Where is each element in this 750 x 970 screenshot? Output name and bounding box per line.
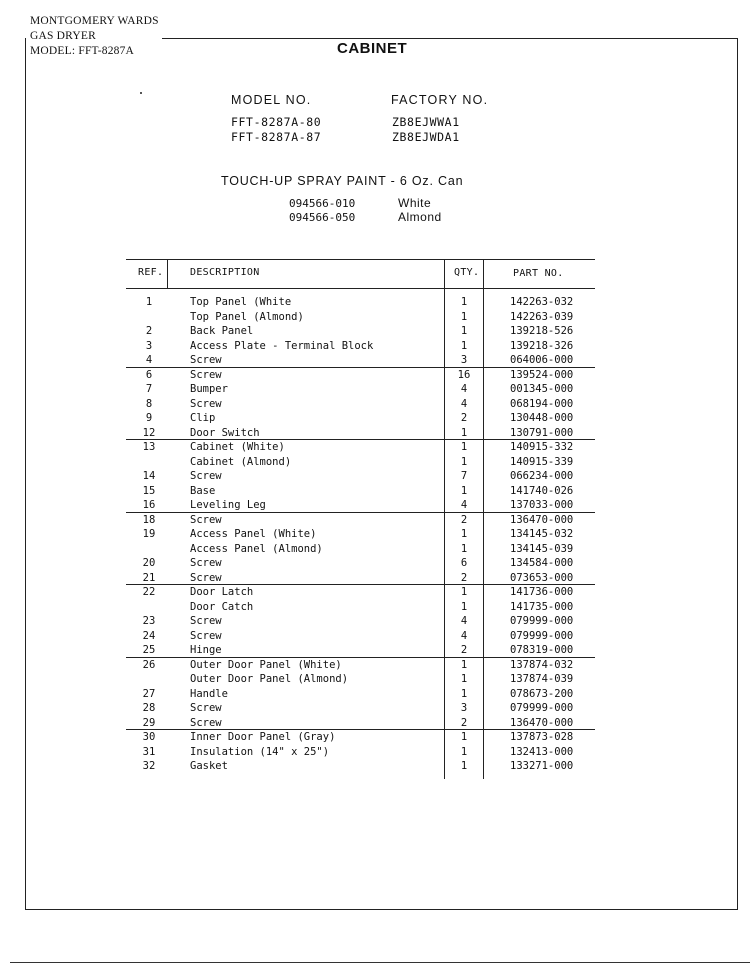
description-cell: Cabinet (White) bbox=[190, 441, 285, 453]
description-cell: Screw bbox=[190, 702, 222, 714]
ref-cell: 27 bbox=[142, 687, 156, 700]
header-line-product: GAS DRYER bbox=[30, 30, 97, 42]
description-cell: Base bbox=[190, 484, 216, 497]
qty-cell: 3 bbox=[460, 702, 468, 714]
ref-cell: 14 bbox=[142, 470, 156, 482]
description-cell: Screw bbox=[190, 470, 222, 482]
description-cell: Screw bbox=[190, 629, 222, 642]
scan-speck bbox=[140, 92, 142, 94]
group-separator bbox=[126, 729, 595, 730]
ref-cell: 32 bbox=[142, 760, 156, 772]
ref-cell: 12 bbox=[142, 426, 156, 439]
part-no-cell: 137873-028 bbox=[510, 731, 574, 743]
group-separator bbox=[126, 512, 595, 513]
part-no-cell: 137033-000 bbox=[510, 499, 574, 511]
description-cell: Door Catch bbox=[190, 600, 254, 613]
table-top-rule bbox=[126, 259, 595, 260]
qty-cell: 1 bbox=[460, 673, 468, 685]
qty-cell: 1 bbox=[460, 658, 468, 671]
part-no-cell: 130448-000 bbox=[510, 412, 574, 424]
qty-cell: 1 bbox=[460, 441, 468, 453]
description-cell: Insulation (14" x 25") bbox=[190, 745, 330, 758]
description-cell: Door Switch bbox=[190, 426, 260, 439]
qty-cell: 1 bbox=[460, 426, 468, 439]
part-no-cell: 139524-000 bbox=[510, 368, 574, 381]
description-cell: Access Panel (White) bbox=[190, 528, 317, 540]
ref-cell: 15 bbox=[142, 484, 156, 497]
part-no-cell: 078319-000 bbox=[510, 644, 574, 656]
part-no-cell: 141735-000 bbox=[510, 600, 574, 613]
qty-cell: 4 bbox=[460, 629, 468, 642]
qty-cell: 6 bbox=[460, 557, 468, 569]
part-no-cell: 079999-000 bbox=[510, 702, 574, 714]
description-cell: Top Panel (Almond) bbox=[190, 310, 304, 323]
paint-code: 094566-050 bbox=[289, 211, 356, 224]
part-no-cell: 140915-339 bbox=[510, 455, 574, 468]
part-no-cell: 141736-000 bbox=[510, 586, 574, 598]
description-cell: Bumper bbox=[190, 383, 228, 395]
description-cell: Screw bbox=[190, 368, 222, 381]
bottom-rule bbox=[10, 962, 750, 963]
part-no-cell: 134584-000 bbox=[510, 557, 574, 569]
part-no-cell: 130791-000 bbox=[510, 426, 574, 439]
description-header: DESCRIPTION bbox=[190, 267, 260, 278]
group-separator bbox=[126, 367, 595, 368]
ref-cell: 4 bbox=[145, 354, 153, 366]
part-no-cell: 136470-000 bbox=[510, 716, 574, 729]
qty-cell: 1 bbox=[460, 600, 468, 613]
qty-cell: 1 bbox=[460, 542, 468, 555]
ref-cell: 30 bbox=[142, 731, 156, 743]
description-cell: Top Panel (White bbox=[190, 296, 292, 308]
ref-cell: 3 bbox=[145, 339, 153, 352]
part-no-cell: 137874-039 bbox=[510, 673, 574, 685]
part-no-cell: 142263-039 bbox=[510, 310, 574, 323]
ref-cell: 29 bbox=[142, 716, 156, 729]
qty-cell: 4 bbox=[460, 615, 468, 627]
qty-header: QTY. bbox=[454, 267, 480, 278]
factory-number: ZB8EJWDA1 bbox=[392, 130, 460, 144]
description-cell: Screw bbox=[190, 716, 222, 729]
part-no-cell: 137874-032 bbox=[510, 658, 574, 671]
description-cell: Screw bbox=[190, 397, 222, 410]
description-cell: Outer Door Panel (White) bbox=[190, 658, 342, 671]
description-cell: Cabinet (Almond) bbox=[190, 455, 292, 468]
qty-cell: 2 bbox=[460, 716, 468, 729]
part-no-cell: 001345-000 bbox=[510, 383, 574, 395]
factory-number: ZB8EJWWA1 bbox=[392, 115, 460, 129]
description-cell: Screw bbox=[190, 354, 222, 366]
ref-cell: 24 bbox=[142, 629, 156, 642]
description-cell: Screw bbox=[190, 513, 222, 526]
ref-cell: 31 bbox=[142, 745, 156, 758]
description-cell: Access Plate - Terminal Block bbox=[190, 339, 374, 352]
ref-column-divider bbox=[167, 259, 168, 289]
description-column-divider bbox=[444, 259, 445, 779]
ref-cell: 7 bbox=[145, 383, 153, 395]
description-cell: Screw bbox=[190, 571, 222, 584]
qty-cell: 4 bbox=[460, 383, 468, 395]
description-cell: Screw bbox=[190, 615, 222, 627]
part-no-cell: 141740-026 bbox=[510, 484, 574, 497]
qty-cell: 2 bbox=[460, 644, 468, 656]
model-no-heading: MODEL NO. bbox=[231, 93, 312, 107]
factory-no-heading: FACTORY NO. bbox=[391, 93, 489, 107]
qty-cell: 1 bbox=[460, 455, 468, 468]
ref-cell: 22 bbox=[142, 586, 156, 598]
description-cell: Leveling Leg bbox=[190, 499, 266, 511]
part-no-cell: 079999-000 bbox=[510, 629, 574, 642]
ref-cell: 19 bbox=[142, 528, 156, 540]
paint-title: TOUCH-UP SPRAY PAINT - 6 Oz. Can bbox=[221, 174, 464, 188]
qty-cell: 4 bbox=[460, 397, 468, 410]
part-no-cell: 133271-000 bbox=[510, 760, 574, 772]
part-no-cell: 079999-000 bbox=[510, 615, 574, 627]
qty-cell: 1 bbox=[460, 528, 468, 540]
ref-cell: 25 bbox=[142, 644, 156, 656]
part-no-cell: 139218-326 bbox=[510, 339, 574, 352]
part-no-cell: 064006-000 bbox=[510, 354, 574, 366]
ref-cell: 1 bbox=[145, 296, 153, 308]
header-line-model: MODEL: FFT-8287A bbox=[30, 45, 135, 57]
ref-cell: 8 bbox=[145, 397, 153, 410]
qty-cell: 16 bbox=[457, 368, 471, 381]
header-line-brand: MONTGOMERY WARDS bbox=[30, 15, 159, 27]
part-no-header: PART NO. bbox=[513, 268, 564, 279]
ref-cell: 6 bbox=[145, 368, 153, 381]
paint-color: Almond bbox=[398, 210, 442, 224]
ref-cell: 9 bbox=[145, 412, 153, 424]
part-no-cell: 142263-032 bbox=[510, 296, 574, 308]
part-no-cell: 140915-332 bbox=[510, 441, 574, 453]
model-number: FFT-8287A-87 bbox=[231, 130, 322, 144]
paint-color: White bbox=[398, 196, 432, 210]
qty-cell: 4 bbox=[460, 499, 468, 511]
description-cell: Back Panel bbox=[190, 325, 254, 337]
ref-cell: 2 bbox=[145, 325, 153, 337]
qty-cell: 1 bbox=[460, 731, 468, 743]
qty-cell: 1 bbox=[460, 339, 468, 352]
ref-cell: 16 bbox=[142, 499, 156, 511]
description-cell: Access Panel (Almond) bbox=[190, 542, 323, 555]
qty-cell: 1 bbox=[460, 296, 468, 308]
group-separator bbox=[126, 657, 595, 658]
header-bottom-rule bbox=[126, 288, 595, 289]
part-no-cell: 134145-039 bbox=[510, 542, 574, 555]
part-no-cell: 066234-000 bbox=[510, 470, 574, 482]
qty-cell: 1 bbox=[460, 325, 468, 337]
ref-cell: 20 bbox=[142, 557, 156, 569]
part-no-cell: 134145-032 bbox=[510, 528, 574, 540]
qty-cell: 1 bbox=[460, 310, 468, 323]
ref-cell: 26 bbox=[142, 658, 156, 671]
qty-column-divider bbox=[483, 259, 484, 779]
top-rule bbox=[162, 38, 738, 39]
description-cell: Hinge bbox=[190, 644, 222, 656]
ref-cell: 28 bbox=[142, 702, 156, 714]
qty-cell: 1 bbox=[460, 687, 468, 700]
ref-cell: 23 bbox=[142, 615, 156, 627]
description-cell: Gasket bbox=[190, 760, 228, 772]
ref-cell: 13 bbox=[142, 441, 156, 453]
description-cell: Handle bbox=[190, 687, 228, 700]
description-cell: Inner Door Panel (Gray) bbox=[190, 731, 336, 743]
qty-cell: 1 bbox=[460, 484, 468, 497]
qty-cell: 1 bbox=[460, 586, 468, 598]
part-no-cell: 078673-200 bbox=[510, 687, 574, 700]
description-cell: Screw bbox=[190, 557, 222, 569]
model-number: FFT-8287A-80 bbox=[231, 115, 322, 129]
group-separator bbox=[126, 584, 595, 585]
qty-cell: 7 bbox=[460, 470, 468, 482]
description-cell: Clip bbox=[190, 412, 216, 424]
qty-cell: 2 bbox=[460, 513, 468, 526]
part-no-cell: 139218-526 bbox=[510, 325, 574, 337]
ref-header: REF. bbox=[138, 267, 164, 278]
page-title: CABINET bbox=[337, 40, 408, 57]
qty-cell: 3 bbox=[460, 354, 468, 366]
ref-cell: 18 bbox=[142, 513, 156, 526]
part-no-cell: 136470-000 bbox=[510, 513, 574, 526]
part-no-cell: 132413-000 bbox=[510, 745, 574, 758]
qty-cell: 1 bbox=[460, 745, 468, 758]
description-cell: Outer Door Panel (Almond) bbox=[190, 673, 349, 685]
description-cell: Door Latch bbox=[190, 586, 254, 598]
qty-cell: 2 bbox=[460, 571, 468, 584]
group-separator bbox=[126, 439, 595, 440]
qty-cell: 1 bbox=[460, 760, 468, 772]
part-no-cell: 073653-000 bbox=[510, 571, 574, 584]
qty-cell: 2 bbox=[460, 412, 468, 424]
part-no-cell: 068194-000 bbox=[510, 397, 574, 410]
ref-cell: 21 bbox=[142, 571, 156, 584]
paint-code: 094566-010 bbox=[289, 197, 356, 210]
